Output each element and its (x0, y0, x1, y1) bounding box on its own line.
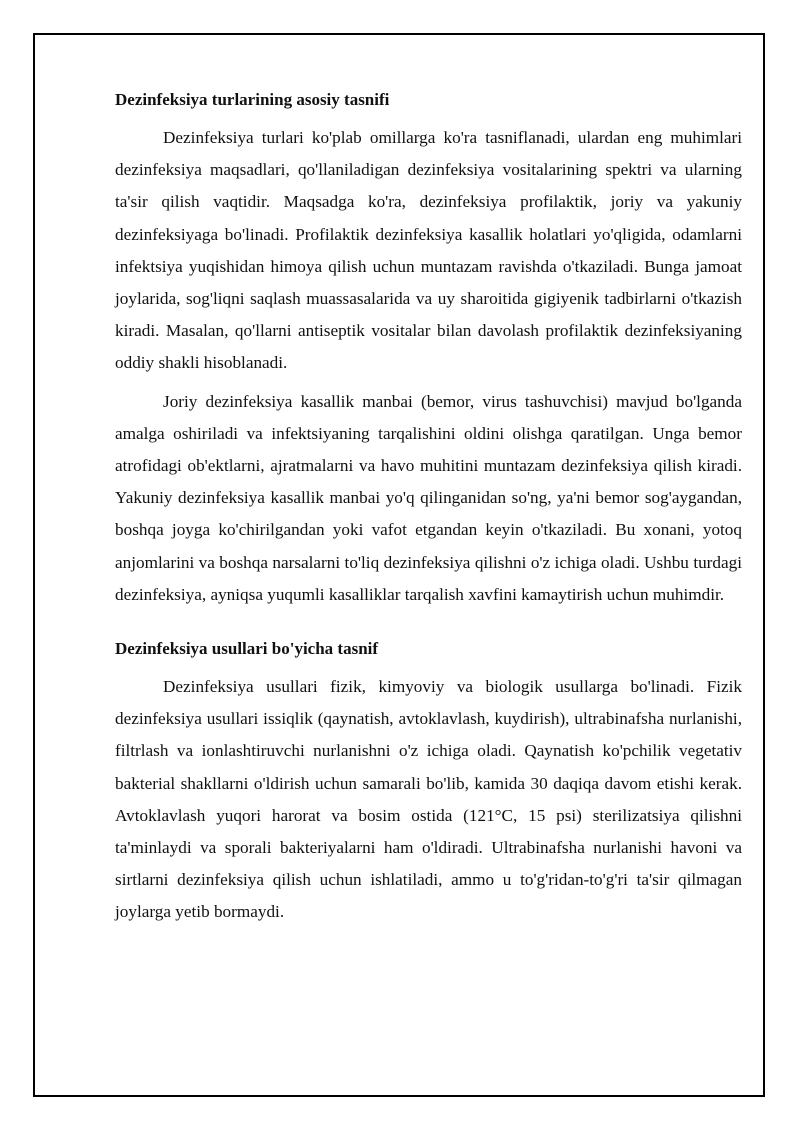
paragraph-current-final: Joriy dezinfeksiya kasallik manbai (bemor, virus tashuvchisi) mavjud bo'lganda amalga oshiriladi va infektsiyaning tarqalishini oldini olishga qaratilgan. Unga bemor atrofidagi ob'ektlarni, ajratmalarni va havo muhitini muntazam dezinfeksiya qilish kiradi. Yakuniy dezinfeksiya kasallik manbai yo'q qilinganidan so'ng, ya'ni bemor sog'aygandan, boshqa joyga ko'chirilgandan yoki vafot etgandan keyin o'tkaziladi. Bu xonani, yotoq anjomlarini va boshqa narsalarni to'liq dezinfeksiya qilishni o'z ichiga oladi. Ushbu turdagi dezinfeksiya, ayniqsa yuqumli kasalliklar tarqalish xavfini kamaytirish uchun muhimdir. (115, 391, 742, 604)
paragraph-types-intro: Dezinfeksiya turlari ko'plab omillarga ko'ra tasniflanadi, ulardan eng muhimlari dezinfeksiya maqsadlari, qo'llaniladigan dezinfeksiya vositalarining spektri va ularning ta'sir qilish vaqtidir. Maqsadga ko'ra, dezinfeksiya profilaktik, joriy va yakuniy dezinfeksiyaga bo'linadi. Profilaktik dezinfeksiya kasallik holatlari yo'qligida, odamlarni infektsiya yuqishidan himoya qilish uchun muntazam ravishda o'tkaziladi. Bunga jamoat joylarida, sog'liqni saqlash muassasalarida va uy sharoitida gigiyenik tadbirlarni o'tkazish kiradi. Masalan, qo'llarni antiseptik vositalar bilan davolash profilaktik dezinfeksiyaning oddiy shakli hisoblanadi. (115, 128, 742, 373)
section-heading-methods: Dezinfeksiya usullari bo'yicha tasnif (115, 639, 379, 659)
paragraph-methods: Dezinfeksiya usullari fizik, kimyoviy va biologik usullarga bo'linadi. Fizik dezinfeksiya usullari issiqlik (qaynatish, avtoklavlash, kuydirish), ultrabinafsha nurlanishi, filtrlash va ionlashtiruvchi nurlanishni o'z ichiga oladi. Qaynatish ko'pchilik vegetativ bakterial shakllarni o'ldirish uchun samarali bo'lib, kamida 30 daqiqa davom etishi kerak. Avtoklavlash yuqori harorat va bosim ostida (121°C, 15 psi) sterilizatsiya qilishni ta'minlaydi va sporali bakteriyalarni ham o'ldiradi. Ultrabinafsha nurlanishi havoni va sirtlarni dezinfeksiya qilish uchun ishlatiladi, ammo u to'g'ridan-to'g'ri ta'sir qilmagan joylarga yetib bormaydi. (115, 677, 742, 922)
document-body (115, 84, 742, 935)
section-heading-types: Dezinfeksiya turlarining asosiy tasnifi (115, 90, 390, 109)
